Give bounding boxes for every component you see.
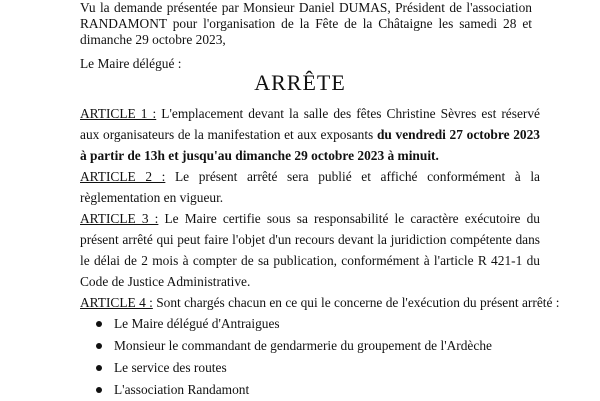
list-item <box>96 379 492 401</box>
article-1 <box>80 103 540 166</box>
article-text: L'emplacement devant la salle des fêtes Christine Sèvres est réservé aux organisateurs de la manifestation et aux exposants <box>80 106 540 142</box>
list-item <box>96 357 492 379</box>
article-text: Le présent arrêté sera publié et affiché conformément à la règlementation en vigueur. <box>80 169 540 205</box>
list-item-text: Le Maire délégué d'Antraigues <box>114 316 280 331</box>
article-2 <box>80 166 540 208</box>
article-4 <box>80 292 560 313</box>
list-item-text: Monsieur le commandant de gendarmerie du groupement de l'Ardèche <box>114 338 492 353</box>
article-label: ARTICLE 2 : <box>80 169 166 184</box>
bullet-icon <box>96 321 102 327</box>
intro-paragraph: Vu la demande présentée par Monsieur Daniel DUMAS, Président de l'association RANDAMONT pour l'organisation de la Fête de la Châtaigne les samedi 28 et dimanche 29 octobre 2023, <box>80 0 532 47</box>
bullet-icon <box>96 365 102 371</box>
document-title: ARRÊTE <box>254 70 346 95</box>
article-3 <box>80 208 540 292</box>
article-label: ARTICLE 1 : <box>80 106 157 121</box>
article-label: ARTICLE 4 : <box>80 295 153 310</box>
list-item <box>96 313 492 335</box>
list-item <box>96 335 492 357</box>
article-label: ARTICLE 3 : <box>80 211 159 226</box>
bullet-icon <box>96 343 102 349</box>
recipients-list <box>96 313 492 401</box>
list-item-text: L'association Randamont <box>114 382 250 397</box>
article-bold-text: du vendredi 27 octobre 2023 à partir de 13h et jusqu'au dimanche 29 octobre 2023 à minuit. <box>80 127 540 163</box>
article-text: Sont chargés chacun en ce qui le concerne de l'exécution du présent arrêté : <box>152 295 560 310</box>
bullet-icon <box>96 387 102 393</box>
list-item-text: Le service des routes <box>114 360 227 375</box>
article-text: Le Maire certifie sous sa responsabilité le caractère exécutoire du présent arrêté qui peut faire l'objet d'un recours devant la juridiction compétente dans le délai de 2 mois à compter de sa publication, conformément à l'article R 421-1 du Code de Justice Administrative. <box>80 211 540 289</box>
maire-line: Le Maire délégué : <box>80 56 182 71</box>
